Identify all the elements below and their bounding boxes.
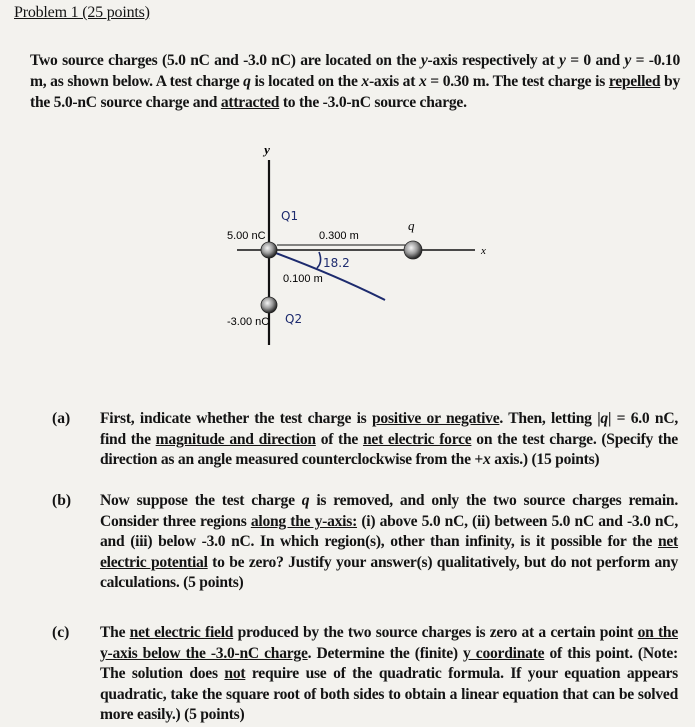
text-run: -axis at — [368, 73, 419, 90]
text-run: (i) above 5.0 nC, (ii) between 5.0 nC and -3.0 nC, and (iii) below -3.0 nC. In which region(s), other than infinity, is it possible for the — [100, 512, 679, 550]
text-run: attracted — [220, 94, 280, 111]
test-charge — [404, 241, 422, 259]
handwritten-angle: 18.2 — [323, 256, 350, 270]
source-charge-positive-label: 5.00 nC — [227, 230, 266, 242]
text-run: y coordinate — [463, 644, 545, 662]
part-c-text — [100, 623, 678, 726]
text-run: net electric field — [129, 624, 234, 641]
text-run: Two source charges (5.0 nC and -3.0 nC) are located on the — [30, 52, 421, 69]
text-run: require use of the quadratic formula. If your equation appears quadratic, take the square root of both sides to obtain a linear equation that can be solved more easily.) (5 points) — [100, 665, 678, 723]
text-run: net electric potential — [100, 533, 678, 571]
text-run: q — [301, 492, 310, 509]
text-run: y — [420, 52, 428, 69]
text-run: on the y-axis below the -3.0-nC charge — [100, 624, 678, 662]
handwritten-q2: Q2 — [285, 312, 303, 326]
text-run: is located on the — [250, 73, 362, 90]
text-run: x — [361, 73, 369, 90]
text-run: on the test charge. (Specify the direction as an angle measured counterclockwise from the + — [100, 430, 678, 468]
text-run: | = 6.0 nC, find the — [100, 410, 678, 448]
part-a-label: (a) — [52, 410, 71, 427]
part-b-label: (b) — [52, 492, 72, 509]
text-run: not — [224, 665, 246, 682]
text-run: First, indicate whether the test charge is — [100, 410, 372, 427]
text-run: y — [559, 52, 566, 69]
distance-y-label: 0.100 m — [283, 273, 323, 285]
problem-title: Problem 1 (25 points) — [14, 4, 150, 21]
text-run: magnitude and direction — [155, 430, 316, 448]
part-a-text — [100, 409, 678, 471]
text-run: q — [243, 73, 251, 90]
text-run: x — [483, 451, 491, 468]
source-charge-negative — [261, 297, 277, 313]
text-run: of this point. (Note: The solution does — [100, 644, 678, 682]
charge-diagram — [215, 140, 515, 355]
text-run: . Then, letting | — [499, 410, 601, 427]
source-charge-negative-label: -3.00 nC — [227, 316, 270, 328]
text-run: along the y-axis: — [250, 512, 358, 530]
test-charge-label: q — [408, 218, 415, 233]
text-run: to the -3.0-nC source charge. — [279, 94, 467, 111]
text-run: produced by the two source charges is zero at a certain point — [233, 624, 638, 641]
text-run: -axis respectively at — [427, 52, 560, 69]
text-run: axis.) (15 points) — [490, 451, 600, 468]
text-run: Now suppose the test charge — [100, 492, 302, 509]
text-run: is removed, and only the two source charges remain. Consider three regions — [100, 492, 678, 530]
text-run: = 0 and — [565, 52, 625, 69]
text-run: y — [624, 52, 632, 69]
text-run: = 0.30 m. The test charge is — [426, 73, 609, 90]
text-run: x — [418, 73, 427, 90]
handwritten-angle-arc — [317, 252, 321, 268]
text-run: . Determine the (finite) — [307, 644, 464, 662]
text-run: by the 5.0-nC source charge and — [30, 73, 680, 111]
part-c-label: (c) — [52, 624, 70, 641]
handwritten-q1: Q1 — [281, 209, 299, 223]
problem-statement — [30, 50, 680, 113]
y-axis-label: y — [264, 142, 270, 157]
text-run: repelled — [608, 73, 661, 90]
text-run: The — [100, 624, 130, 641]
text-run: net electric force — [362, 430, 472, 448]
distance-x-label: 0.300 m — [319, 230, 359, 242]
x-axis-label: x — [481, 245, 486, 257]
part-b-text — [100, 491, 678, 594]
source-charge-positive — [261, 242, 277, 258]
text-run: positive or negative — [371, 410, 500, 427]
text-run: q — [600, 410, 608, 427]
text-run: = -0.10 m, as shown below. A test charge — [30, 52, 680, 90]
text-run: of the — [315, 430, 363, 448]
text-run: to be zero? Justify your answer(s) qualitatively, but do not perform any calculations. (5 points) — [100, 553, 678, 591]
